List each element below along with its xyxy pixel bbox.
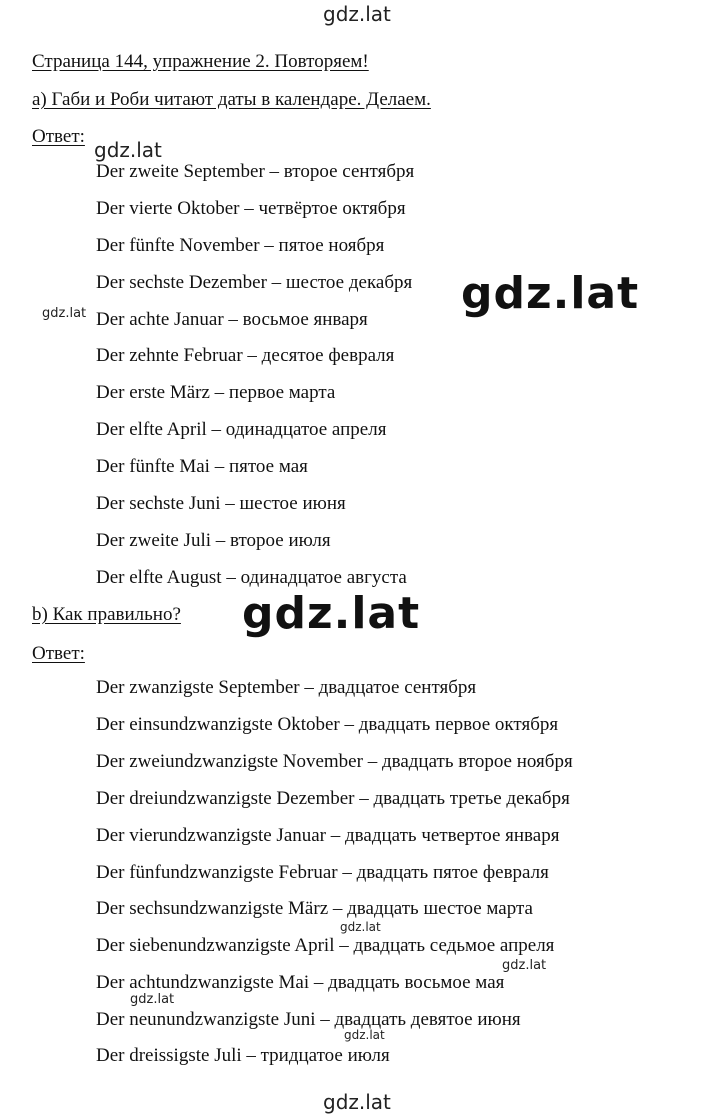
watermark-top: gdz.lat <box>323 2 391 26</box>
part-b-line: Der dreissigste Juli – тридцатое июля <box>96 1045 390 1066</box>
part-b-line: Der neunundzwanzigste Juni – двадцать девятое июня <box>96 1009 521 1030</box>
watermark-bottom: gdz.lat <box>323 1090 391 1114</box>
part-a-heading: a) Габи и Роби читают даты в календаре. Делаем. <box>32 89 431 110</box>
part-b-line: Der sechsundzwanzigste März – двадцать шестое марта <box>96 898 533 919</box>
part-a-line: Der sechste Juni – шестое июня <box>96 493 346 514</box>
part-a-line: Der achte Januar – восьмое января <box>96 309 368 330</box>
part-a-line: Der erste März – первое марта <box>96 382 336 403</box>
part-b-line: Der siebenundzwanzigste April – двадцать седьмое апреля <box>96 935 555 956</box>
watermark-small-4: gdz.lat <box>344 1028 385 1042</box>
part-b-line: Der dreiundzwanzigste Dezember – двадцать третье декабря <box>96 788 570 809</box>
part-b-line: Der zweiundzwanzigste November – двадцать второе ноября <box>96 751 573 772</box>
watermark-answer-a: gdz.lat <box>94 138 162 162</box>
part-b-heading: b) Как правильно? <box>32 604 181 625</box>
watermark-large-2: gdz.lat <box>236 588 426 639</box>
part-b-line: Der vierundzwanzigste Januar – двадцать четвертое января <box>96 825 560 846</box>
watermark-small-3: gdz.lat <box>130 992 175 1007</box>
part-b-line: Der achtundzwanzigste Mai – двадцать восьмое мая <box>96 972 505 993</box>
part-a-line: Der vierte Oktober – четвёртое октября <box>96 198 406 219</box>
part-a-line: Der elfte April – одинадцатое апреля <box>96 419 387 440</box>
answer-label-a: Ответ: <box>32 126 85 147</box>
part-a-line: Der elfte August – одинадцатое августа <box>96 567 407 588</box>
part-a-line: Der zweite September – второе сентября <box>96 161 415 182</box>
part-a-line: Der zehnte Februar – десятое февраля <box>96 345 395 366</box>
part-b-line: Der einsundzwanzigste Oktober – двадцать первое октября <box>96 714 559 735</box>
watermark-small-2: gdz.lat <box>502 958 547 973</box>
part-b-line: Der fünfundzwanzigste Februar – двадцать пятое февраля <box>96 862 549 883</box>
part-a-line: Der fünfte November – пятое ноября <box>96 235 385 256</box>
answer-label-b: Ответ: <box>32 643 85 664</box>
part-a-line: Der fünfte Mai – пятое мая <box>96 456 308 477</box>
watermark-left-small: gdz.lat <box>42 306 87 321</box>
part-b-line: Der zwanzigste September – двадцатое сентября <box>96 677 477 698</box>
page-title: Страница 144, упражнение 2. Повторяем! <box>32 51 369 72</box>
watermark-large-1: gdz.lat <box>455 268 645 319</box>
part-a-line: Der sechste Dezember – шестое декабря <box>96 272 413 293</box>
watermark-small-1: gdz.lat <box>340 920 381 934</box>
part-a-line: Der zweite Juli – второе июля <box>96 530 331 551</box>
